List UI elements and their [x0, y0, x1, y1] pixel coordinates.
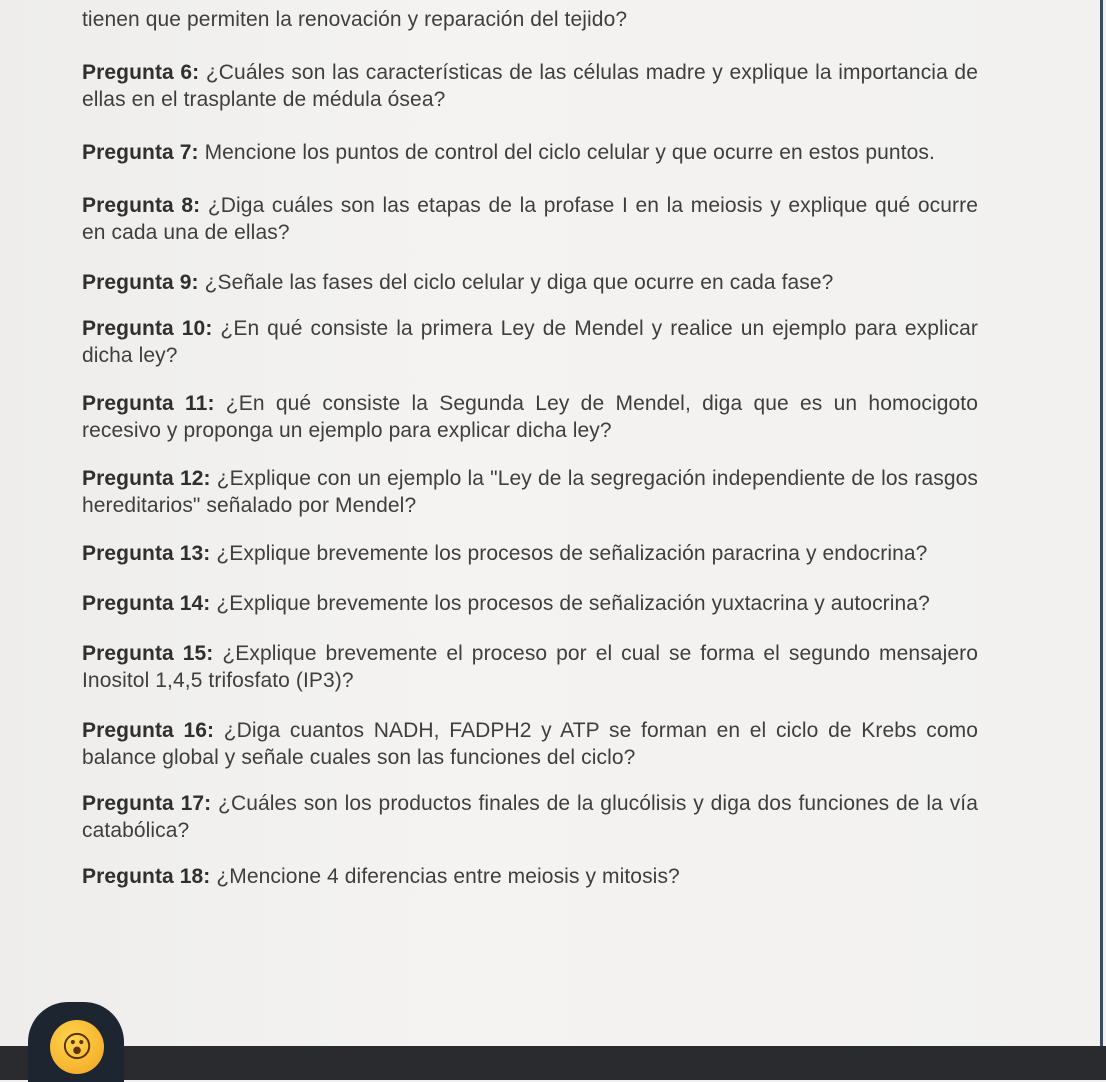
question-7 [82, 139, 978, 166]
question-text: ¿Cuáles son las características de las células madre y explique la importancia de ellas en el trasplante de médula ósea? [82, 61, 978, 111]
question-text: Mencione los puntos de control del ciclo celular y que ocurre en estos puntos. [204, 141, 935, 164]
question-17 [82, 790, 978, 844]
question-label: Pregunta 14: [82, 592, 211, 615]
question-11 [82, 390, 978, 444]
question-label: Pregunta 18: [82, 865, 211, 888]
question-text: ¿Explique brevemente los procesos de señalización yuxtacrina y autocrina? [216, 592, 930, 615]
question-label: Pregunta 17: [82, 792, 212, 815]
question-12 [82, 465, 978, 519]
question-text: ¿En qué consiste la primera Ley de Mendel y realice un ejemplo para explicar dicha ley? [82, 317, 979, 367]
question-label: Pregunta 7: [82, 141, 199, 164]
question-label: Pregunta 10: [82, 317, 213, 340]
question-text: ¿Mencione 4 diferencias entre meiosis y mitosis? [216, 865, 680, 888]
question-label: Pregunta 16: [82, 719, 215, 742]
question-label: Pregunta 8: [82, 194, 201, 217]
question-15 [82, 640, 978, 694]
intro-line: tienen que permiten la renovación y reparación del tejido? [82, 8, 628, 31]
question-16 [82, 717, 978, 771]
question-label: Pregunta 15: [82, 642, 214, 665]
question-text: ¿En qué consiste la Segunda Ley de Mendel, diga que es un homocigoto recesivo y proponga un ejemplo para explicar dicha ley? [82, 392, 979, 442]
question-text: ¿Señale las fases del ciclo celular y diga que ocurre en cada fase? [204, 271, 834, 294]
question-text: ¿Explique brevemente el proceso por el cual se forma el segundo mensajero Inositol 1,4,5 trifosfato (IP3)? [82, 642, 978, 692]
question-6 [82, 59, 978, 113]
surprised-face-icon[interactable]: 😮 [50, 1020, 104, 1074]
question-9 [82, 269, 978, 296]
question-text: ¿Explique brevemente los procesos de señalización paracrina y endocrina? [216, 542, 928, 565]
question-10 [82, 315, 978, 369]
question-label: Pregunta 9: [82, 271, 199, 294]
question-list [82, 6, 978, 890]
question-13 [82, 540, 978, 567]
question-label: Pregunta 11: [82, 392, 215, 415]
question-18 [82, 863, 978, 890]
question-text: ¿Diga cuáles son las etapas de la profase I en la meiosis y explique qué ocurre en cada una de ellas? [82, 194, 979, 244]
taskbar [0, 1046, 1106, 1080]
question-label: Pregunta 6: [82, 61, 200, 84]
question-text: ¿Cuáles son los productos finales de la glucólisis y diga dos funciones de la vía catabólica? [82, 792, 979, 842]
question-label: Pregunta 13: [82, 542, 211, 565]
question-label: Pregunta 12: [82, 467, 211, 490]
question-14 [82, 590, 978, 617]
question-text: ¿Diga cuantos NADH, FADPH2 y ATP se forman en el ciclo de Krebs como balance global y señale cuales son las funciones del ciclo? [82, 719, 978, 769]
question-text: ¿Explique con un ejemplo la "Ley de la segregación independiente de los rasgos hereditarios" señalado por Mendel? [82, 467, 979, 517]
question-8 [82, 192, 978, 246]
